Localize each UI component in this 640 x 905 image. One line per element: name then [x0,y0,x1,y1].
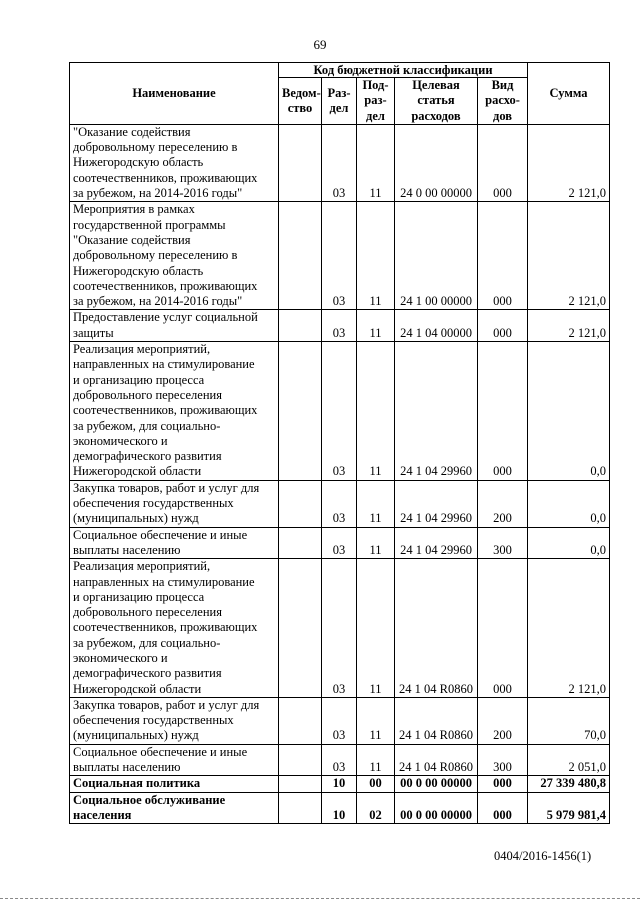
row-name-cell: Мероприятия в рамках государственной программы "Оказание содействия добровольному переселению в Нижегородскую область соотечественников, проживающих за рубежом, на 2014-2016 годы" [70,202,279,310]
header-type: Вид расхо- дов [478,78,528,125]
row-name-cell: Закупка товаров, работ и услуг для обеспечения государственных (муниципальных) нужд [70,480,279,527]
row-dept-cell [279,792,322,824]
row-target-cell: 24 1 04 29960 [395,527,478,559]
row-section-cell: 03 [322,480,357,527]
row-name-cell: Предоставление услуг социальной защиты [70,310,279,342]
row-sum-cell: 2 121,0 [528,310,610,342]
table-row [70,744,610,776]
table-row [70,776,610,792]
row-subsection-cell: 11 [357,310,395,342]
table-row [70,480,610,527]
header-classification: Код бюджетной классификации [279,63,528,78]
row-type-cell: 000 [478,792,528,824]
table-row [70,342,610,481]
table-body [70,124,610,823]
row-type-cell: 000 [478,342,528,481]
row-sum-cell: 2 121,0 [528,202,610,310]
header-dept: Ведом- ство [279,78,322,125]
row-sum-cell: 2 051,0 [528,744,610,776]
row-type-cell: 000 [478,310,528,342]
row-subsection-cell: 11 [357,342,395,481]
row-name-cell: Социальное обеспечение и иные выплаты населению [70,744,279,776]
header-sum: Сумма [528,63,610,125]
scan-divider [0,898,640,900]
row-type-cell: 300 [478,527,528,559]
row-sum-cell: 0,0 [528,527,610,559]
row-dept-cell [279,559,322,698]
row-dept-cell [279,310,322,342]
row-section-cell: 03 [322,202,357,310]
row-section-cell: 03 [322,342,357,481]
row-target-cell: 24 1 04 29960 [395,342,478,481]
row-name-cell: Реализация мероприятий, направленных на стимулирование и организацию процесса добровольного переселения соотечественников, проживающих за рубежом, для социально- экономического и демографического развития Нижегородской области [70,342,279,481]
row-sum-cell: 2 121,0 [528,559,610,698]
row-section-cell: 03 [322,744,357,776]
row-section-cell: 10 [322,792,357,824]
row-sum-cell: 0,0 [528,480,610,527]
row-section-cell: 03 [322,310,357,342]
row-type-cell: 000 [478,559,528,698]
row-dept-cell [279,527,322,559]
row-type-cell: 000 [478,202,528,310]
header-name: Наименование [70,63,279,125]
row-subsection-cell: 11 [357,744,395,776]
row-target-cell: 24 1 00 00000 [395,202,478,310]
row-section-cell: 03 [322,124,357,201]
row-section-cell: 03 [322,697,357,744]
row-name-cell: Социальное обслуживание населения [70,792,279,824]
row-subsection-cell: 11 [357,202,395,310]
row-dept-cell [279,480,322,527]
row-name-cell: "Оказание содействия добровольному переселению в Нижегородскую область соотечественников, проживающих за рубежом, на 2014-2016 годы" [70,124,279,201]
budget-table [69,62,610,824]
row-type-cell: 200 [478,697,528,744]
row-name-cell: Реализация мероприятий, направленных на стимулирование и организацию процесса добровольного переселения соотечественников, проживающих за рубежом, для социально- экономического и демографического развития Нижегородской области [70,559,279,698]
row-type-cell: 200 [478,480,528,527]
row-target-cell: 24 1 04 29960 [395,480,478,527]
table-row [70,697,610,744]
row-type-cell: 300 [478,744,528,776]
header-subsection: Под- раз- дел [357,78,395,125]
table-row [70,792,610,824]
page-number: 69 [313,37,327,52]
row-subsection-cell: 11 [357,527,395,559]
row-section-cell: 03 [322,559,357,698]
row-type-cell: 000 [478,124,528,201]
row-subsection-cell: 11 [357,559,395,698]
row-subsection-cell: 02 [357,792,395,824]
row-dept-cell [279,776,322,792]
row-name-cell: Социальное обеспечение и иные выплаты населению [70,527,279,559]
row-sum-cell: 70,0 [528,697,610,744]
row-target-cell: 24 1 04 00000 [395,310,478,342]
header-target: Целевая статья расходов [395,78,478,125]
row-target-cell: 24 1 04 R0860 [395,744,478,776]
row-target-cell: 00 0 00 00000 [395,792,478,824]
row-name-cell: Закупка товаров, работ и услуг для обеспечения государственных (муниципальных) нужд [70,697,279,744]
row-target-cell: 24 1 04 R0860 [395,697,478,744]
row-target-cell: 24 0 00 00000 [395,124,478,201]
row-dept-cell [279,697,322,744]
table-row [70,559,610,698]
table-row [70,310,610,342]
row-type-cell: 000 [478,776,528,792]
row-section-cell: 03 [322,527,357,559]
table-row [70,124,610,201]
row-subsection-cell: 11 [357,697,395,744]
row-section-cell: 10 [322,776,357,792]
row-subsection-cell: 11 [357,480,395,527]
document-code: 0404/2016-1456(1) [494,849,592,863]
row-subsection-cell: 11 [357,124,395,201]
header-section: Раз- дел [322,78,357,125]
row-subsection-cell: 00 [357,776,395,792]
row-target-cell: 00 0 00 00000 [395,776,478,792]
row-dept-cell [279,202,322,310]
row-dept-cell [279,124,322,201]
row-target-cell: 24 1 04 R0860 [395,559,478,698]
table-row [70,202,610,310]
row-name-cell: Социальная политика [70,776,279,792]
row-sum-cell: 2 121,0 [528,124,610,201]
row-sum-cell: 5 979 981,4 [528,792,610,824]
table-row [70,527,610,559]
row-sum-cell: 27 339 480,8 [528,776,610,792]
row-sum-cell: 0,0 [528,342,610,481]
row-dept-cell [279,744,322,776]
row-dept-cell [279,342,322,481]
